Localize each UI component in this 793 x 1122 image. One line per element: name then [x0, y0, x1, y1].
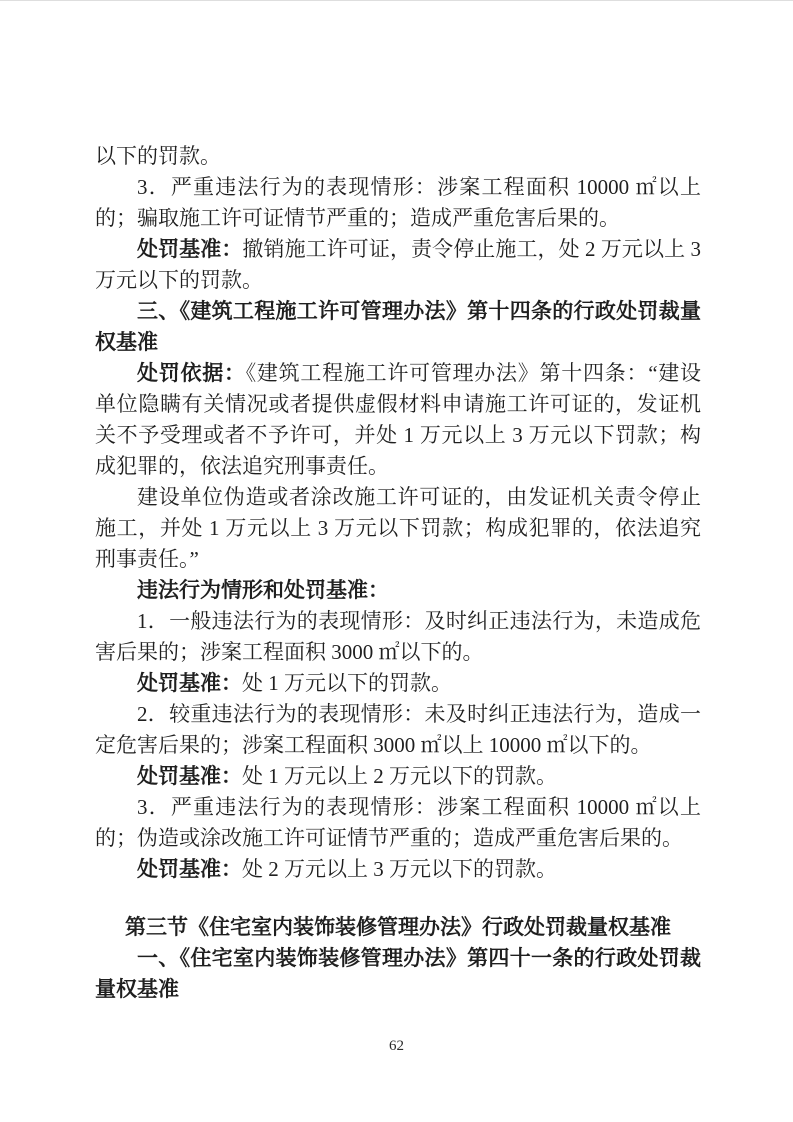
paragraph-forgery-provision: 建设单位伪造或者涂改施工许可证的，由发证机关责令停止施工，并处 1 万元以上 3 万元以下罚款；构成犯罪的，依法追究刑事责任。”: [95, 485, 701, 571]
penalty-standard-text: 处 1 万元以上 2 万元以下的罚款。: [242, 764, 557, 788]
paragraph-moderate-violation-scenarios: 2．较重违法行为的表现情形：未及时纠正违法行为，造成一定危害后果的；涉案工程面积 3000 ㎡以上 10000 ㎡以下的。: [95, 702, 701, 757]
heading-violation-scenarios-and-penalty-standards: 违法行为情形和处罚基准：: [137, 579, 389, 602]
penalty-standard-label: 处罚基准：: [137, 765, 242, 788]
paragraph-fine-continuation: 以下的罚款。: [95, 144, 221, 168]
penalty-standard-label: 处罚基准：: [137, 858, 242, 881]
paragraph-general-violation-scenarios: 1．一般违法行为的表现情形：及时纠正违法行为，未造成危害后果的；涉案工程面积 3000 ㎡以下的。: [95, 609, 701, 664]
paragraph-penalty-basis-article14: [95, 358, 701, 482]
penalty-standard-text: 撤销施工许可证，责令停止施工，处 2 万元以上 3 万元以下的罚款。: [95, 237, 702, 292]
penalty-standard-text: 处 1 万元以下的罚款。: [242, 671, 452, 695]
page-number: 62: [389, 1038, 404, 1054]
penalty-standard-text: 处 2 万元以上 3 万元以下的罚款。: [242, 857, 557, 881]
penalty-basis-label: 处罚依据：: [137, 362, 246, 385]
paragraph-penalty-standard-severe-article13: [95, 234, 701, 296]
paragraph-severe-violation-scenarios-article14: 3．严重违法行为的表现情形：涉案工程面积 10000 ㎡以上的；伪造或涂改施工许可证情节严重的；造成严重危害后果的。: [95, 795, 701, 850]
heading-article-14: 三、《建筑工程施工许可管理办法》第十四条的行政处罚裁量权基准: [95, 300, 701, 354]
paragraph-penalty-standard-severe-article14: [95, 854, 701, 885]
document-body: [95, 141, 701, 1005]
section-heading-residential-decoration: 第三节《住宅室内装饰装修管理办法》行政处罚裁量权基准: [125, 916, 671, 939]
penalty-basis-text: 《建筑工程施工许可管理办法》第十四条：“建设单位隐瞒有关情况或者提供虚假材料申请施工许可证的，发证机关不予受理或者不予许可，并处 1 万元以上 3 万元以下罚款；构成犯罪的，依法追究刑事责任。: [95, 361, 701, 478]
heading-article-41: 一、《住宅室内装饰装修管理办法》第四十一条的行政处罚裁量权基准: [95, 947, 701, 1001]
penalty-standard-label: 处罚基准：: [137, 672, 242, 695]
paragraph-penalty-standard-moderate: [95, 761, 701, 792]
penalty-standard-label: 处罚基准：: [137, 238, 243, 261]
paragraph-penalty-standard-general: [95, 668, 701, 699]
paragraph-severe-violation-scenarios-article13: 3．严重违法行为的表现情形：涉案工程面积 10000 ㎡以上的；骗取施工许可证情节严重的；造成严重危害后果的。: [95, 175, 701, 230]
